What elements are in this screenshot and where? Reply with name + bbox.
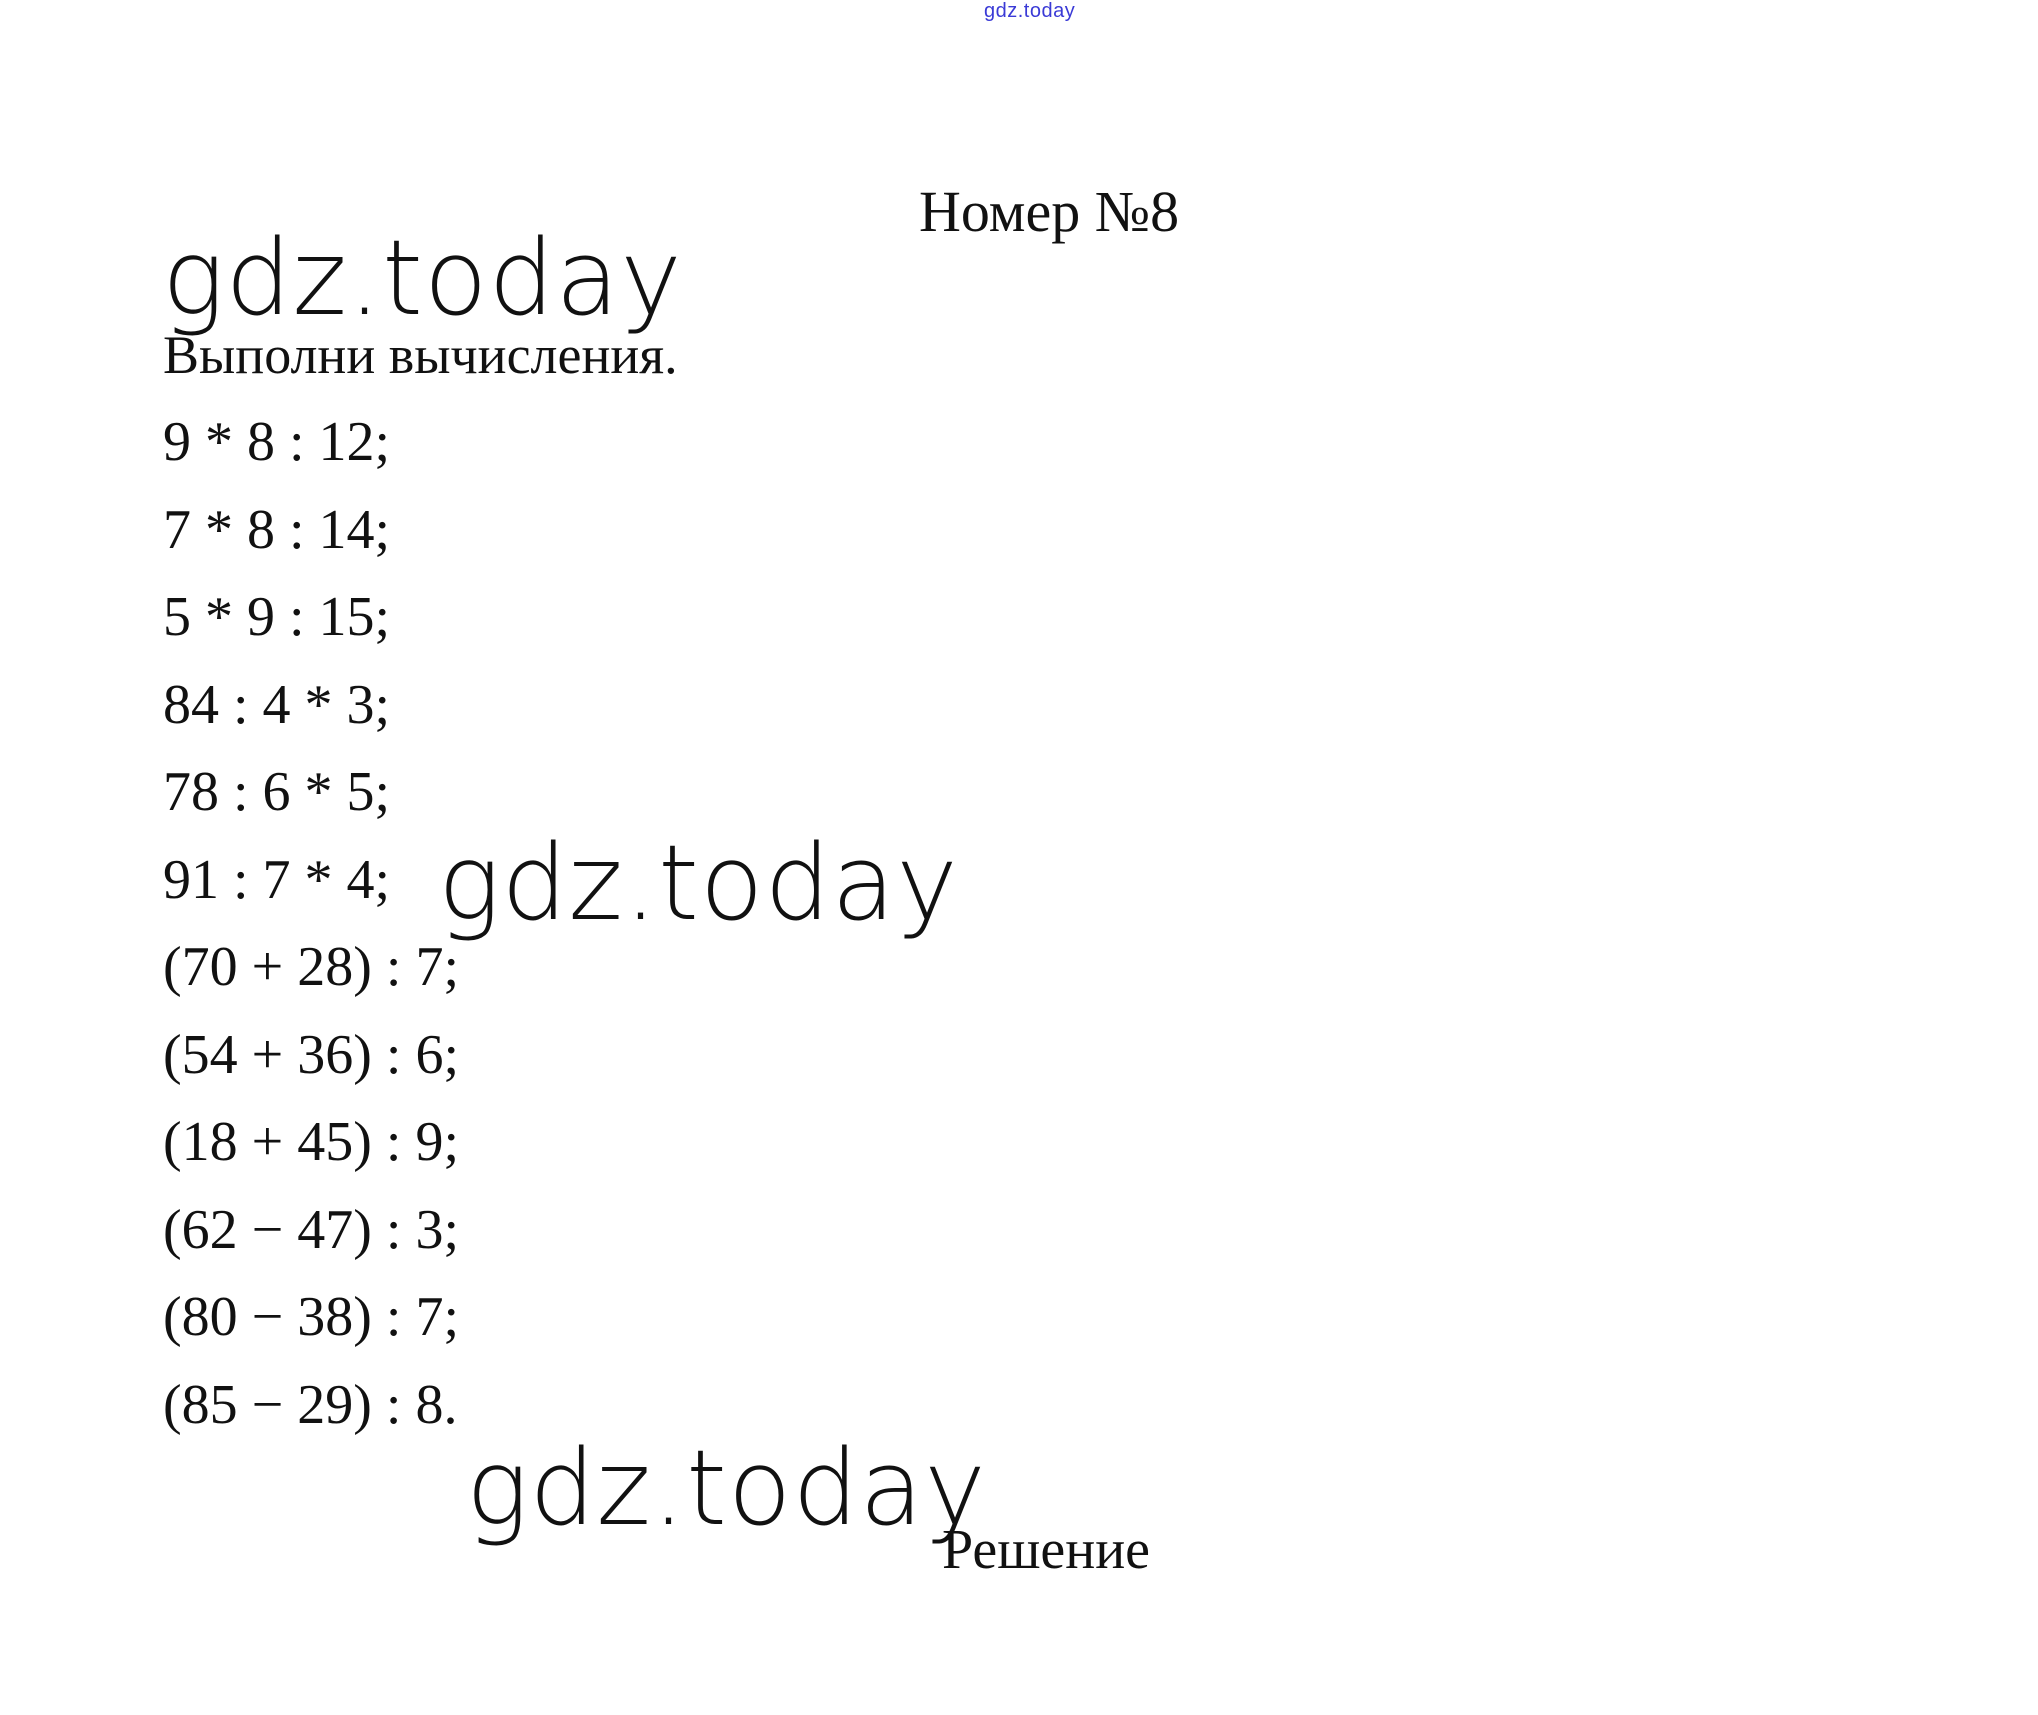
watermark: gdz.today <box>438 822 959 944</box>
expression-item: (80 − 38) : 7; <box>163 1286 459 1348</box>
expression-item: 84 : 4 * 3; <box>163 673 391 736</box>
expression-item: (85 − 29) : 8. <box>163 1373 458 1436</box>
watermark: gdz.today <box>466 1427 987 1549</box>
expression-item: (18 + 45) : 9; <box>163 1111 459 1173</box>
expression-item: 5 * 9 : 15; <box>163 586 391 648</box>
site-mark-link[interactable]: gdz.today <box>984 0 1076 22</box>
expression-item: 7 * 8 : 14; <box>163 498 391 561</box>
task-instruction: Выполни вычисления. <box>163 325 678 385</box>
watermark: gdz.today <box>162 217 683 339</box>
expression-item: (54 + 36) : 6; <box>163 1023 459 1086</box>
expression-item: 9 * 8 : 12; <box>163 411 391 473</box>
expression-item: 91 : 7 * 4; <box>163 848 391 911</box>
solution-heading: Решение <box>942 1519 1151 1581</box>
page-title: Номер №8 <box>919 179 1180 244</box>
expression-list <box>163 412 459 1462</box>
expression-item: (62 − 47) : 3; <box>163 1198 459 1261</box>
expression-item: 78 : 6 * 5; <box>163 761 391 823</box>
expression-item: (70 + 28) : 7; <box>163 936 459 998</box>
